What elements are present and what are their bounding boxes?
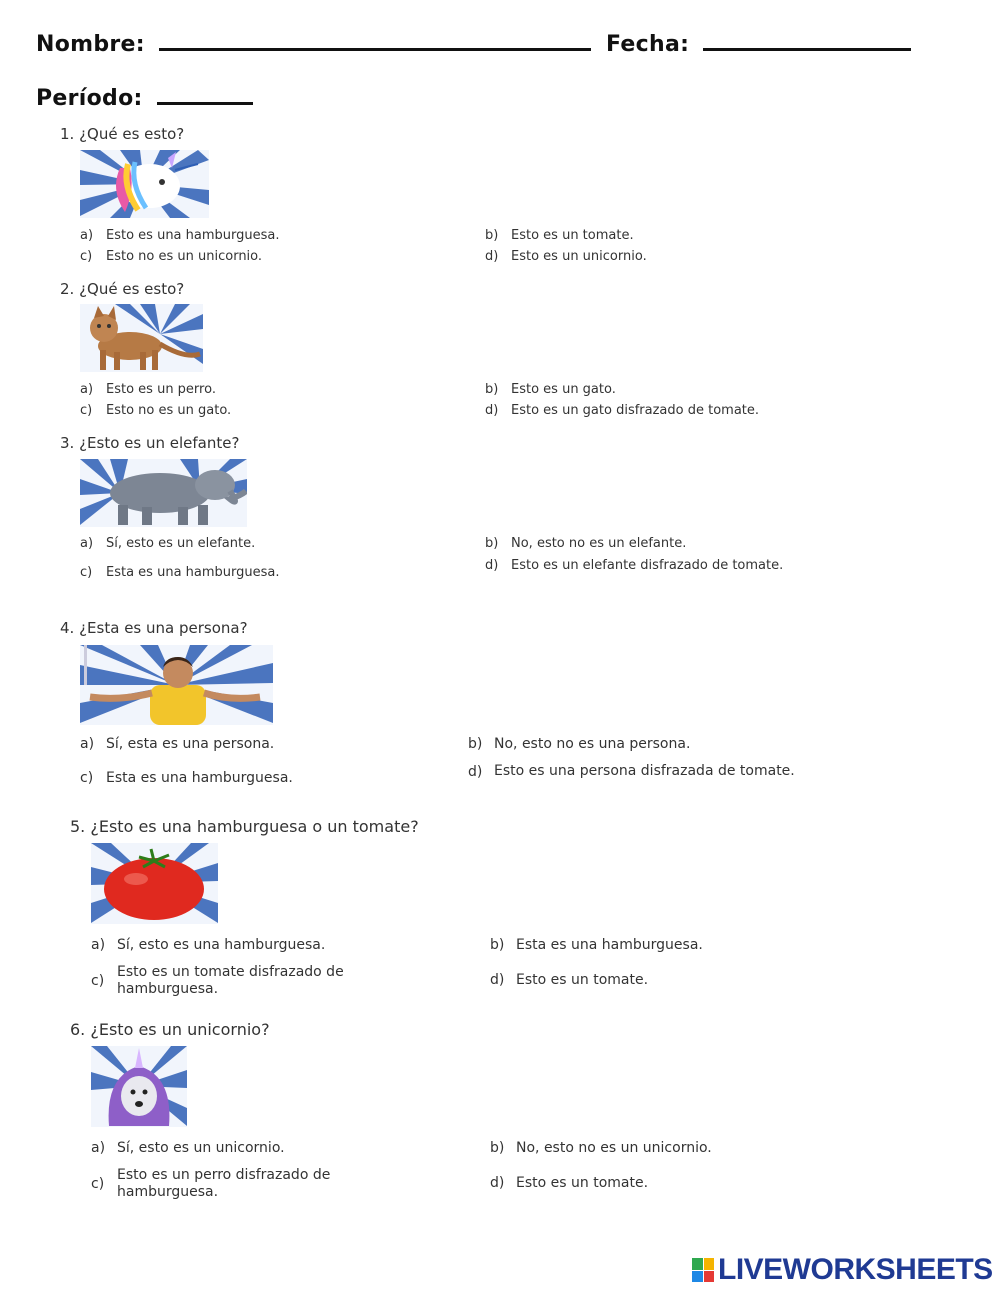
question-3-title: 3. ¿Esto es un elefante? — [60, 434, 240, 452]
name-field[interactable] — [159, 47, 591, 51]
tomato-image — [91, 843, 218, 924]
q1-option-c[interactable]: c) Esto no es un unicornio. — [80, 249, 263, 264]
name-label: Nombre: — [36, 32, 145, 57]
q1-option-d[interactable]: d) Esto es un unicornio. — [485, 249, 647, 264]
question-2-title: 2. ¿Qué es esto? — [60, 280, 185, 298]
liveworksheets-logo-text: LIVEWORKSHEETS — [718, 1253, 993, 1286]
question-4-title: 4. ¿Esta es una persona? — [60, 619, 248, 637]
q5-option-c[interactable]: c)Esto es un tomate disfrazado de hamburguesa. — [91, 964, 344, 997]
period-row — [36, 86, 253, 111]
elephant-image — [80, 459, 247, 527]
q3-option-c[interactable]: c) Esta es una hamburguesa. — [80, 565, 280, 580]
person-image — [80, 645, 273, 725]
q3-option-d[interactable]: d) Esto es un elefante disfrazado de tomate. — [485, 558, 784, 573]
q2-option-d[interactable]: d) Esto es un gato disfrazado de tomate. — [485, 403, 760, 418]
liveworksheets-logo — [692, 1253, 993, 1287]
dog-unicorn-image — [91, 1046, 187, 1127]
q4-option-d[interactable]: d) Esto es una persona disfrazada de tomate. — [468, 763, 795, 780]
q6-option-c[interactable]: c)Esto es un perro disfrazado de hamburguesa. — [91, 1167, 331, 1200]
q5-option-a[interactable]: a) Sí, esto es una hamburguesa. — [91, 937, 326, 953]
question-6-title: 6. ¿Esto es un unicornio? — [70, 1020, 270, 1039]
q6-option-b[interactable]: b) No, esto no es un unicornio. — [490, 1140, 712, 1156]
q2-option-a[interactable]: a) Esto es un perro. — [80, 382, 216, 397]
q4-option-c[interactable]: c) Esta es una hamburguesa. — [80, 770, 293, 786]
q1-option-b[interactable]: b) Esto es un tomate. — [485, 228, 634, 243]
date-field[interactable] — [703, 47, 911, 51]
q6-option-d[interactable]: d) Esto es un tomate. — [490, 1175, 649, 1191]
q3-option-a[interactable]: a) Sí, esto es un elefante. — [80, 536, 256, 551]
q4-option-a[interactable]: a) Sí, esta es una persona. — [80, 736, 275, 752]
liveworksheets-logo-icon — [692, 1258, 714, 1282]
q3-option-b[interactable]: b) No, esto no es un elefante. — [485, 536, 687, 551]
date-label: Fecha: — [606, 32, 690, 57]
unicorn-image — [80, 150, 209, 218]
question-1-title: 1. ¿Qué es esto? — [60, 125, 185, 143]
q2-option-b[interactable]: b) Esto es un gato. — [485, 382, 616, 397]
q1-option-a[interactable]: a) Esto es una hamburguesa. — [80, 228, 280, 243]
q5-option-d[interactable]: d) Esto es un tomate. — [490, 972, 649, 988]
q6-option-a[interactable]: a) Sí, esto es un unicornio. — [91, 1140, 285, 1156]
q5-option-b[interactable]: b) Esta es una hamburguesa. — [490, 937, 703, 953]
period-field[interactable] — [157, 101, 253, 105]
question-5-title: 5. ¿Esto es una hamburguesa o un tomate? — [70, 817, 419, 836]
period-label: Período: — [36, 86, 143, 111]
q4-option-b[interactable]: b) No, esto no es una persona. — [468, 736, 691, 752]
cat-image — [80, 304, 203, 372]
q2-option-c[interactable]: c) Esto no es un gato. — [80, 403, 232, 418]
date-row — [606, 32, 911, 57]
name-row — [36, 32, 591, 57]
